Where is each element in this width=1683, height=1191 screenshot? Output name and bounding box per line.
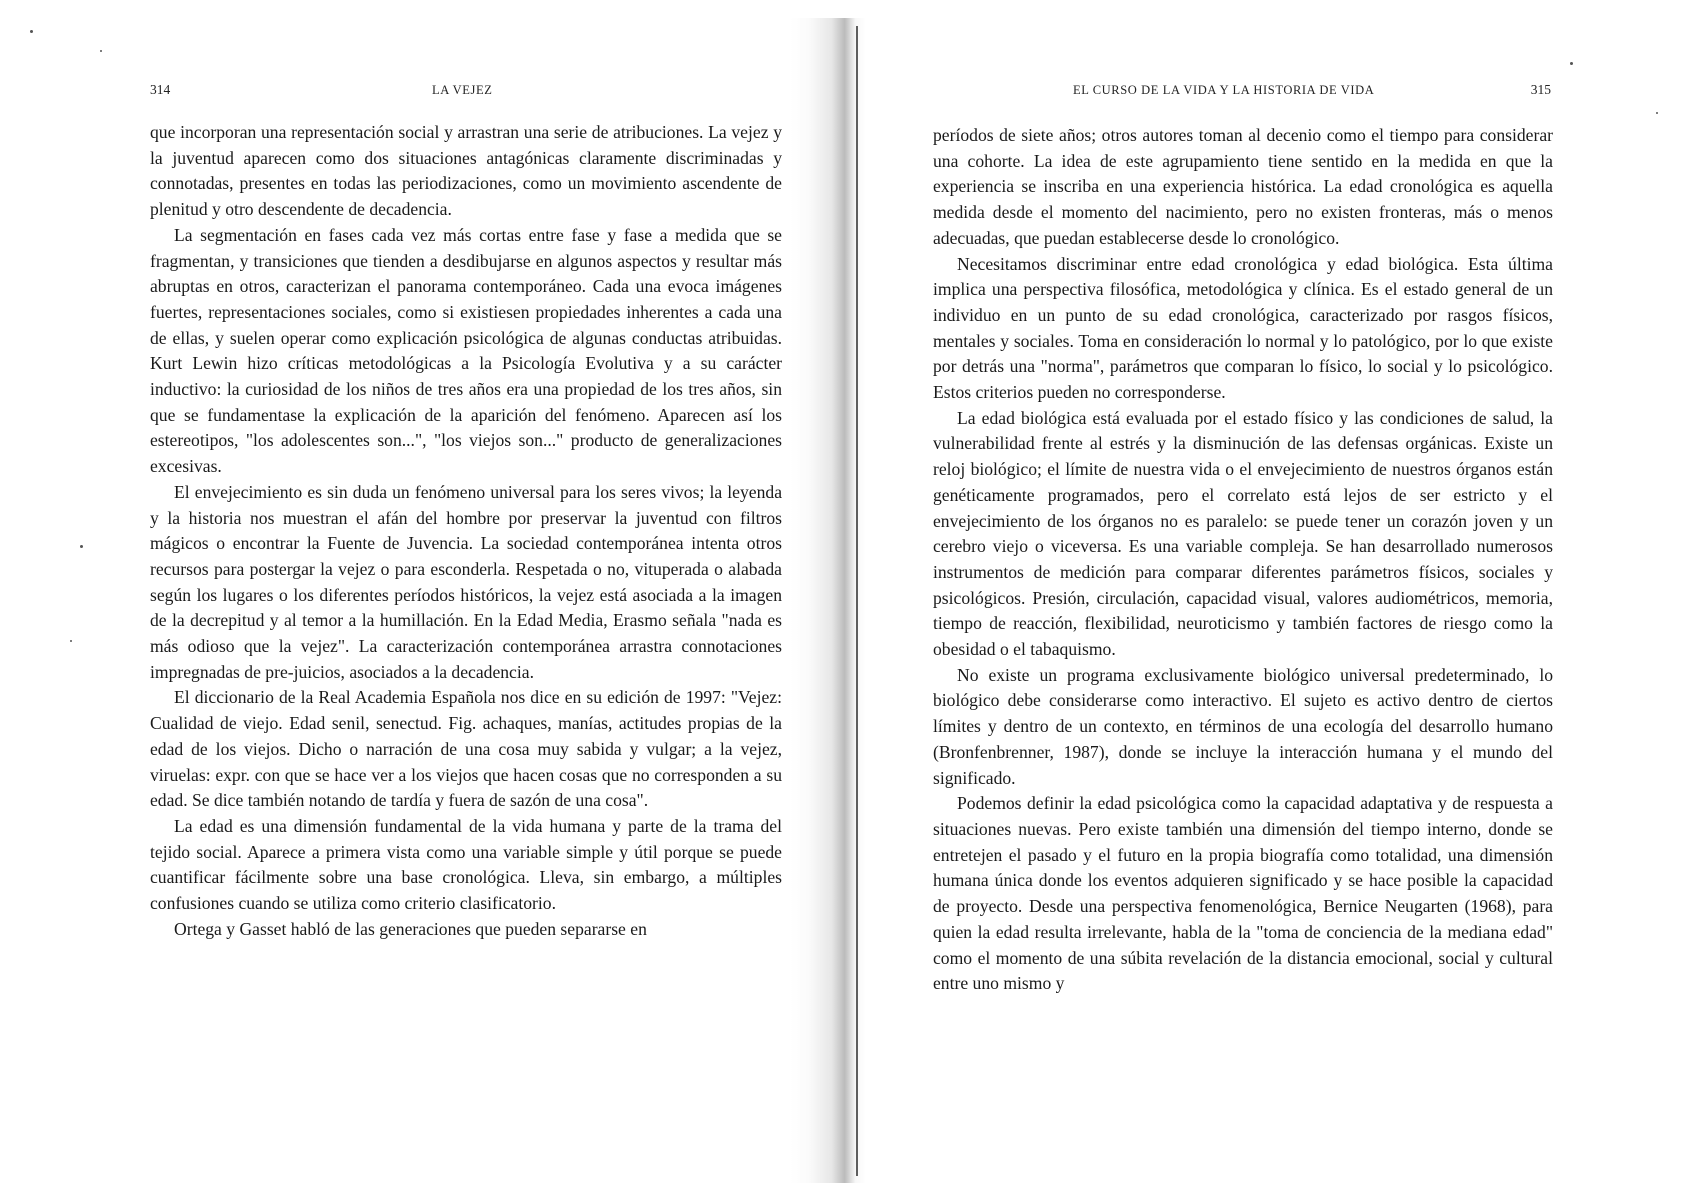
scan-speck — [1570, 62, 1573, 65]
right-paragraph-3: La edad biológica está evaluada por el estado físico y las condiciones de salud, la vulnerabilidad frente al estrés y la disminución de las defensas orgánicas. Existe un reloj biológico; el límite de nuestra vida o el envejecimiento de nuestros órganos están genéticamente programados, pero el correlato está lejos de ser estricto y el envejecimiento de los órganos no es paralelo: se puede tener un corazón joven y un cerebro viejo o viceversa. Es una variable compleja. Se han desarrollado numerosos instrumentos de medición para comparar diferentes parámetros físicos, sociales y psicológicos. Presión, circulación, capacidad visual, valores audiométricos, memoria, tiempo de reacción, flexibilidad, neuroticismo y también factores de riesgo como la obesidad o el tabaquismo. — [933, 407, 1553, 660]
left-paragraph-1: que incorporan una representación social y arrastran una serie de atribuciones. La vejez y la juventud aparecen como dos situaciones antagónicas claramente discriminadas y connotadas, presentes en todas las periodizaciones, como un movimiento ascendente de plenitud y otro descendente de decadencia. — [150, 122, 782, 220]
left-body-text — [150, 120, 782, 943]
book-gutter-shadow — [790, 18, 866, 1183]
left-paragraph-2: La segmentación en fases cada vez más cortas entre fase y fase a medida que se fragmentan, y transiciones que tienden a desdibujarse en algunos aspectos y resultar más abruptas en otros, caracterizan el panorama contemporáneo. Cada una evoca imágenes fuertes, representaciones sociales, como si existiesen propiedades inherentes a cada una de ellas, y suelen operar como explicación psicológica de algunas conductas atribuidas. Kurt Lewin hizo críticas metodológicas a la Psicología Evolutiva y a su carácter inductivo: la curiosidad de los niños de tres años era una propiedad de los tres años, sin que se fundamentase la explicación de la aparición del fenómeno. Aparecen así los estereotipos, "los adolescentes son...", "los viejos son..." producto de generalizaciones excesivas. — [150, 224, 782, 477]
left-paragraph-4: El diccionario de la Real Academia Española nos dice en su edición de 1997: "Vejez: Cualidad de viejo. Edad senil, senectud. Fig. achaques, manías, actitudes propias de la edad de los viejos. Dicho o narración de una cosa muy sabida y vulgar; a la vejez, viruelas: expr. con que se hace ver a los viejos que hacen cosas que no corresponden a su edad. Se dice también notando de tardía y fuera de sazón de una cosa". — [150, 687, 782, 811]
left-paragraph-6: Ortega y Gasset habló de las generaciones que pueden separarse en — [174, 918, 647, 939]
scan-speck — [80, 545, 83, 548]
right-paragraph-2: Necesitamos discriminar entre edad cronológica y edad biológica. Esta última implica una perspectiva filosófica, metodológica y clínica. Es el estado general de un individuo en un punto de su edad cronológica, caracterizado por rasgos físicos, mentales y sociales. Toma en consideración lo normal y lo patológico, por lo que existe por detrás una "norma", parámetros que comparan lo físico, lo social y lo psicológico. Estos criterios pueden no corresponderse. — [933, 253, 1553, 403]
left-page — [150, 0, 782, 1191]
right-body-text — [933, 123, 1553, 997]
right-paragraph-1: períodos de siete años; otros autores toman al decenio como el tiempo para considerar una cohorte. La idea de este agrupamiento tiene sentido en la medida en que la experiencia se inscriba en una experiencia histórica. La edad cronológica es aquella medida desde el momento del nacimiento, pero no existen fronteras, más o menos adecuadas, que puedan establecerse desde lo cronológico. — [933, 125, 1553, 248]
scan-speck — [70, 640, 72, 642]
left-paragraph-5: La edad es una dimensión fundamental de la vida humana y parte de la trama del tejido social. Aparece a primera vista como una variable simple y útil porque se puede cuantificar fácilmente sobre una base cronológica. Lleva, sin embargo, a múltiples confusiones cuando se utiliza como criterio clasificatorio. — [150, 815, 782, 914]
left-page-number: 314 — [150, 82, 171, 97]
scan-speck — [100, 50, 102, 52]
right-page — [933, 0, 1553, 1191]
right-running-title: EL CURSO DE LA VIDA Y LA HISTORIA DE VIDA — [1073, 83, 1375, 97]
left-paragraph-3: El envejecimiento es sin duda un fenómeno universal para los seres vivos; la leyenda y la historia nos muestran el afán del hombre por preservar la juventud con filtros mágicos o encontrar la Fuente de Juvencia. La sociedad contemporánea intenta otros recursos para postergar la vejez o para esconderla. Respetada o no, vituperada o alabada según los lugares o los diferentes períodos históricos, la vejez está asociada a la imagen de la decrepitud y al temor a la humillación. En la Edad Media, Erasmo señala "nada es más odioso que la vejez". La caracterización contemporánea arrastra connotaciones impregnadas de pre-juicios, asociados a la decadencia. — [150, 481, 782, 682]
left-running-title: LA VEJEZ — [432, 83, 493, 97]
right-paragraph-5: Podemos definir la edad psicológica como la capacidad adaptativa y de respuesta a situaciones nuevas. Pero existe también una dimensión del tiempo interno, donde se entretejen el pasado y el futuro en la propia biografía como totalidad, una dimensión humana única donde los eventos adquieren significado y se hace posible la capacidad de proyecto. Desde una perspectiva fenomenológica, Bernice Neugarten (1968), para quien la edad resulta irrelevante, habla de la "toma de conciencia de la mediana edad" como el momento de una súbita revelación de la distancia emocional, social y cultural entre uno mismo y — [933, 793, 1553, 994]
scan-speck — [1656, 112, 1658, 114]
book-spine-line — [856, 26, 858, 1176]
left-running-head — [150, 82, 782, 102]
right-page-number: 315 — [1530, 82, 1551, 97]
right-running-head — [933, 82, 1553, 102]
scan-speck — [30, 30, 33, 33]
right-paragraph-4: No existe un programa exclusivamente biológico universal predeterminado, lo biológico debe considerarse como interactivo. El sujeto es activo dentro de ciertos límites y dentro de un contexto, en términos de una ecología del desarrollo humano (Bronfenbrenner, 1987), donde se incluye la interacción humana y el mundo del significado. — [933, 664, 1553, 788]
